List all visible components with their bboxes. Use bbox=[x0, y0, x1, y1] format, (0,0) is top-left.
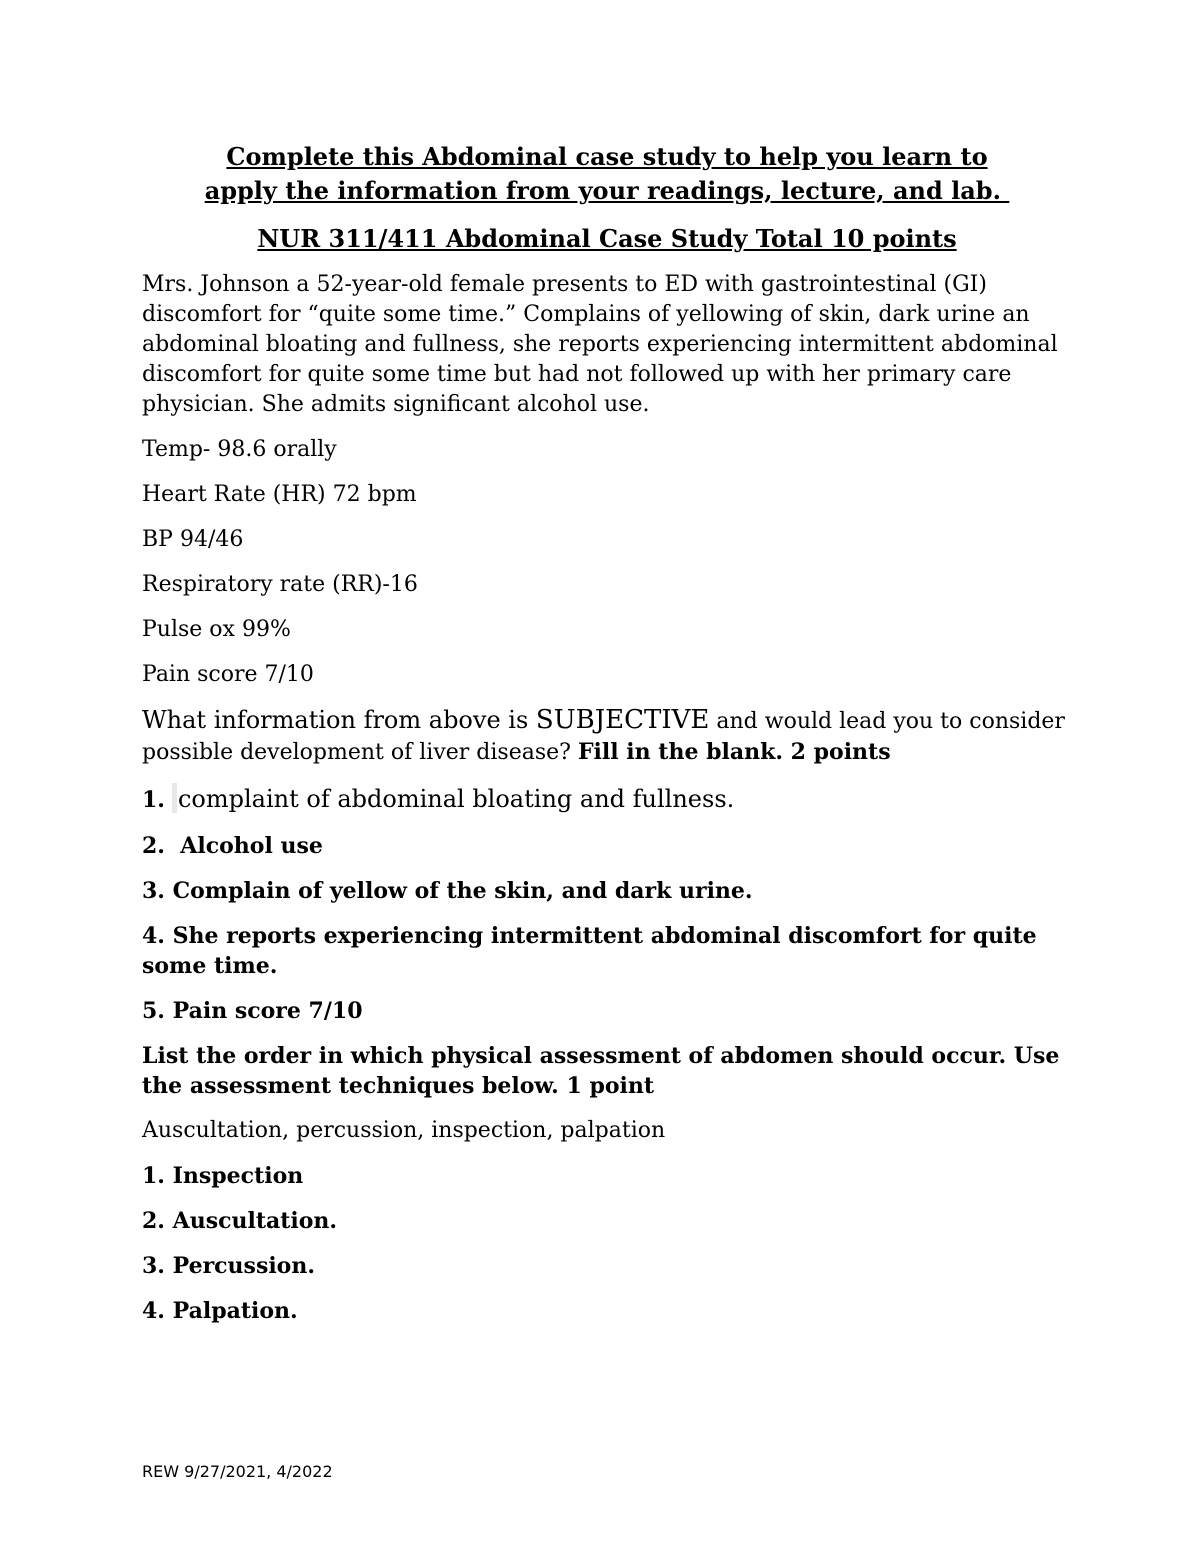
document-body bbox=[142, 140, 1072, 1341]
question-subjective bbox=[142, 705, 1072, 768]
page-footer: REW 9/27/2021, 4/2022 bbox=[142, 1462, 333, 1481]
question-subjective-middle: and would lead you to consider possible development of liver disease? bbox=[142, 709, 1065, 765]
order-item-4: 4. Palpation. bbox=[142, 1298, 298, 1324]
answer-1 bbox=[142, 783, 1072, 816]
vital-temp: Temp- 98.6 orally bbox=[142, 437, 337, 462]
vital-pulse-ox: Pulse ox 99% bbox=[142, 617, 291, 642]
question-subjective-instruction: Fill in the blank. 2 points bbox=[577, 739, 891, 765]
question-subjective-prefix: What information from above is bbox=[142, 706, 536, 734]
vital-heart-rate: Heart Rate (HR) 72 bpm bbox=[142, 482, 417, 507]
answer-3: 3. Complain of yellow of the skin, and dark urine. bbox=[142, 878, 753, 904]
document-title-line-2: apply the information from your readings, lecture, and lab. bbox=[204, 176, 1010, 205]
vital-respiratory-rate: Respiratory rate (RR)-16 bbox=[142, 572, 418, 597]
text-cursor bbox=[172, 783, 177, 813]
answer-2: 2. Alcohol use bbox=[142, 833, 323, 859]
question-assessment-order: List the order in which physical assessment of abdomen should occur. Use the assessment techniques below. 1 point bbox=[142, 1043, 1060, 1099]
order-item-1: 1. Inspection bbox=[142, 1163, 304, 1189]
answer-5: 5. Pain score 7/10 bbox=[142, 998, 363, 1024]
case-intro-paragraph: Mrs. Johnson a 52-year-old female presents to ED with gastrointestinal (GI) discomfort for “quite some time.” Complains of yellowing of skin, dark urine an abdominal bloating and fullness, she reports experiencing intermittent abdominal discomfort for quite some time but had not followed up with her primary care physician. She admits significant alcohol use. bbox=[142, 272, 1058, 417]
answer-1-text: complaint of abdominal bloating and fullness. bbox=[177, 785, 735, 813]
document-title-line-1: Complete this Abdominal case study to help you learn to bbox=[226, 142, 988, 171]
answer-1-number: 1. bbox=[142, 787, 165, 813]
answer-4: 4. She reports experiencing intermittent abdominal discomfort for quite some time. bbox=[142, 923, 1037, 979]
vital-pain-score: Pain score 7/10 bbox=[142, 662, 314, 687]
assessment-techniques: Auscultation, percussion, inspection, palpation bbox=[142, 1118, 666, 1143]
vital-bp: BP 94/46 bbox=[142, 527, 244, 552]
case-study-subtitle: NUR 311/411 Abdominal Case Study Total 10 points bbox=[257, 224, 957, 253]
order-item-2: 2. Auscultation. bbox=[142, 1208, 338, 1234]
question-subjective-emphasis: SUBJECTIVE bbox=[535, 705, 710, 735]
order-item-3: 3. Percussion. bbox=[142, 1253, 316, 1279]
